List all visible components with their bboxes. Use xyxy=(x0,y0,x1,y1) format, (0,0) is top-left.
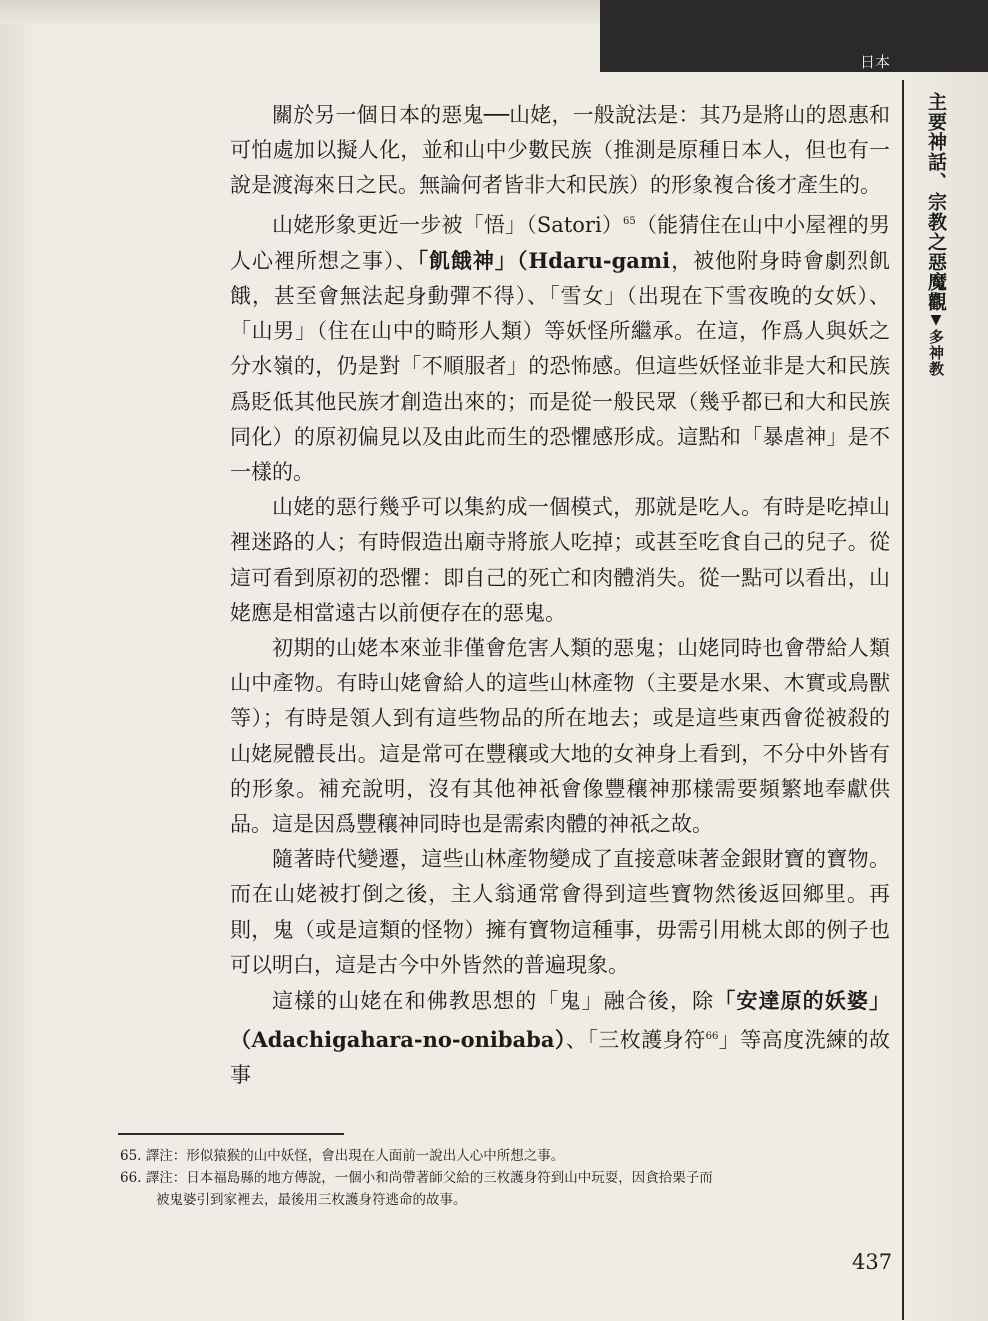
text-run: 、「三枚護身符 xyxy=(565,1028,706,1053)
footnote-ref: 66 xyxy=(705,1031,719,1043)
text-run: （能猜住在山中小屋裡的男人心裡所想之事）、 xyxy=(230,212,890,273)
footnotes xyxy=(120,1145,900,1211)
triangle-marker-icon: ▼ xyxy=(928,312,944,329)
text-run: 山姥形象更近一步被「悟」（Satori） xyxy=(272,212,624,237)
paragraph xyxy=(230,631,890,842)
footnote-text: 譯注：形似猿猴的山中妖怪，會出現在人面前一說出人心中所想之事。 xyxy=(145,1148,565,1164)
paragraph xyxy=(230,842,890,983)
paragraph xyxy=(230,983,890,1094)
paragraph xyxy=(230,204,890,491)
page-number: 437 xyxy=(852,1250,893,1274)
footnote-ref: 65 xyxy=(623,215,636,227)
paragraph xyxy=(230,98,890,204)
section-tab: 日本 xyxy=(860,52,891,71)
text-run: ，被他附身時會劇烈飢餓，甚至會無法起身動彈不得）、「雪女」（出現在下雪夜晚的女妖）、「山男」（住在山中的畸形人類）等妖怪所繼承。在這，作爲人與妖之分水嶺的，仍是對「不順服者」的恐怖感。但這些妖怪並非是大和民族爲貶低其他民族才創造出來的；而是從一般民眾（幾乎都已和大和民族同化）的原初偏見以及由此而生的恐懼感形成。這點和「暴虐神」是不一樣的。 xyxy=(230,248,891,485)
top-shadow xyxy=(0,0,610,24)
text-run: 隨著時代變遷，這些山林產物變成了直接意味著金銀財寶的寶物。而在山姥被打倒之後，主人翁通常會得到這些寶物然後返回鄉里。再則，鬼（或是這類的怪物）擁有寶物這種事，毋需引用桃太郎的例子也可以明白，這是古今中外皆然的普遍現象。 xyxy=(230,847,890,977)
sidebar-title: 主要神話、宗教之惡魔觀 xyxy=(925,92,947,312)
text-run: 」等高度洗練的故事 xyxy=(230,1028,891,1088)
text-run: 初期的山姥本來並非僅會危害人類的惡鬼；山姥同時也會帶給人類山中產物。有時山姥會給人的這些山林產物（主要是水果、木實或鳥獸等）；有時是領人到有這些物品的所在地去；或是這些東西會從被殺的山姥屍體長出。這是常可在豐穰或大地的女神身上看到，不分中外皆有的形象。補充說明，沒有其他神祇會像豐穰神那樣需要頻繁地奉獻供品。這是因爲豐穰神同時也是需索肉體的神祇之故。 xyxy=(230,636,890,837)
footnote-continuation: 被鬼婆引到家裡去，最後用三枚護身符逃命的故事。 xyxy=(156,1192,467,1208)
sidebar-divider xyxy=(902,80,904,1320)
bold-term: 「飢餓神」（Hdaru-gami xyxy=(417,247,671,273)
text-run: 關於另一個日本的惡鬼──山姥，一般說法是：其乃是將山的恩惠和可怕處加以擬人化，並和山中少數民族（推測是原種日本人，但也有一說是渡海來日之民。無論何者皆非大和民族）的形象複合後才產生的。 xyxy=(230,103,890,198)
footnote-text: 譯注：日本福島縣的地方傳說，一個小和尚帶著師父給的三枚護身符到山中玩耍，因貪拾栗子而 xyxy=(145,1170,713,1186)
paragraph xyxy=(230,490,890,631)
footnote-number: 66. xyxy=(120,1170,146,1186)
footnote-rule xyxy=(118,1133,344,1135)
sidebar-running-title xyxy=(906,92,950,392)
text-run: 山姥的惡行幾乎可以集約成一個模式，那就是吃人。有時是吃掉山裡迷路的人；有時假造出廟寺將旅人吃掉；或甚至吃食自己的兒子。從這可看到原初的恐懼：即自己的死亡和肉體消失。從一點可以看出，山姥應是相當遠古以前便存在的惡鬼。 xyxy=(230,495,890,625)
footnote-number: 65. xyxy=(120,1148,146,1164)
footnote xyxy=(120,1145,900,1167)
bold-term: 「安達原的妖婆」（Adachigahara-no-onibaba） xyxy=(230,988,891,1053)
text-run: 這樣的山姥在和佛教思想的「鬼」融合後，除 xyxy=(272,989,715,1014)
sidebar-subtitle: 多神教 xyxy=(927,329,945,377)
body-text xyxy=(230,98,890,1094)
footnote xyxy=(120,1167,900,1189)
